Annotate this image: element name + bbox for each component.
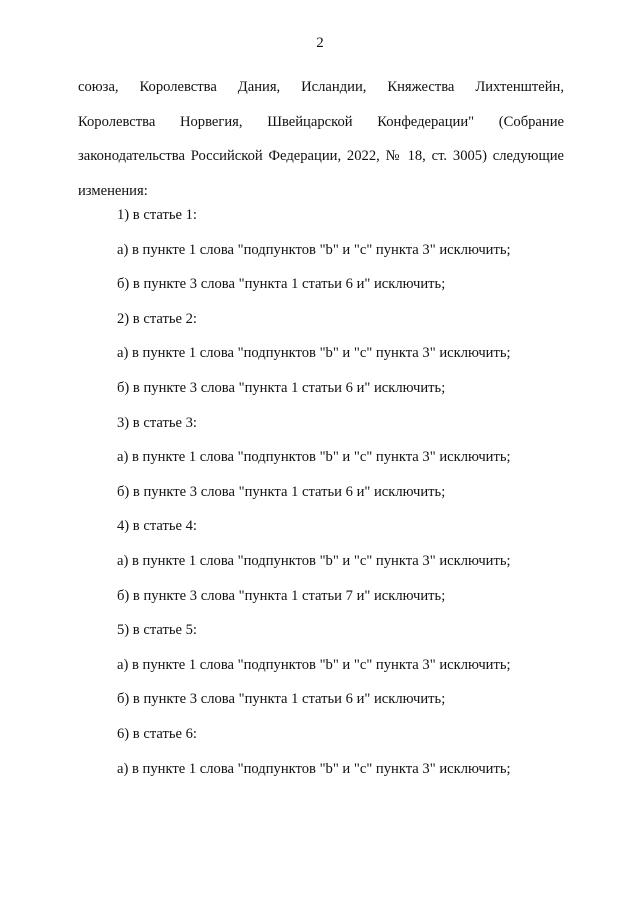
list-item-article-1: 1) в статье 1: [117,207,197,223]
intro-line: Королевства Норвегия, Швейцарской Конфедерации" (Собрание [78,113,564,130]
intro-line: союза, Королевства Дания, Исландии, Княжества Лихтенштейн, [78,79,564,95]
list-item: б) в пункте 3 слова "пункта 1 статьи 6 и" исключить; [117,691,446,708]
list-item: а) в пункте 1 слова "подпунктов "b" и "c" пункта 3" исключить; [117,760,511,777]
intro-line: законодательства Российской Федерации, 2022, № 18, ст. 3005) следующие [78,148,564,165]
list-item: б) в пункте 3 слова "пункта 1 статьи 6 и" исключить; [117,380,446,396]
list-item: а) в пункте 1 слова "подпунктов "b" и "c" пункта 3" исключить; [117,449,511,466]
list-item-article-4: 4) в статье 4: [117,518,197,535]
page-number: 2 [316,35,324,51]
list-item-article-3: 3) в статье 3: [117,414,197,431]
list-item: б) в пункте 3 слова "пункта 1 статьи 7 и" исключить; [117,587,446,604]
list-item: а) в пункте 1 слова "подпунктов "b" и "c" пункта 3" исключить; [117,241,511,258]
list-item-article-5: 5) в статье 5: [117,622,197,639]
list-item-article-6: 6) в статье 6: [117,726,197,742]
list-item: б) в пункте 3 слова "пункта 1 статьи 6 и" исключить; [117,483,446,500]
list-item: а) в пункте 1 слова "подпунктов "b" и "c" пункта 3" исключить; [117,553,511,569]
intro-line: изменения: [78,182,148,199]
list-item: б) в пункте 3 слова "пункта 1 статьи 6 и" исключить; [117,276,446,293]
list-item: а) в пункте 1 слова "подпунктов "b" и "c" пункта 3" исключить; [117,345,511,362]
list-item-article-2: 2) в статье 2: [117,310,197,327]
intro-paragraph [78,70,564,208]
list-item: а) в пункте 1 слова "подпунктов "b" и "c" пункта 3" исключить; [117,656,511,673]
